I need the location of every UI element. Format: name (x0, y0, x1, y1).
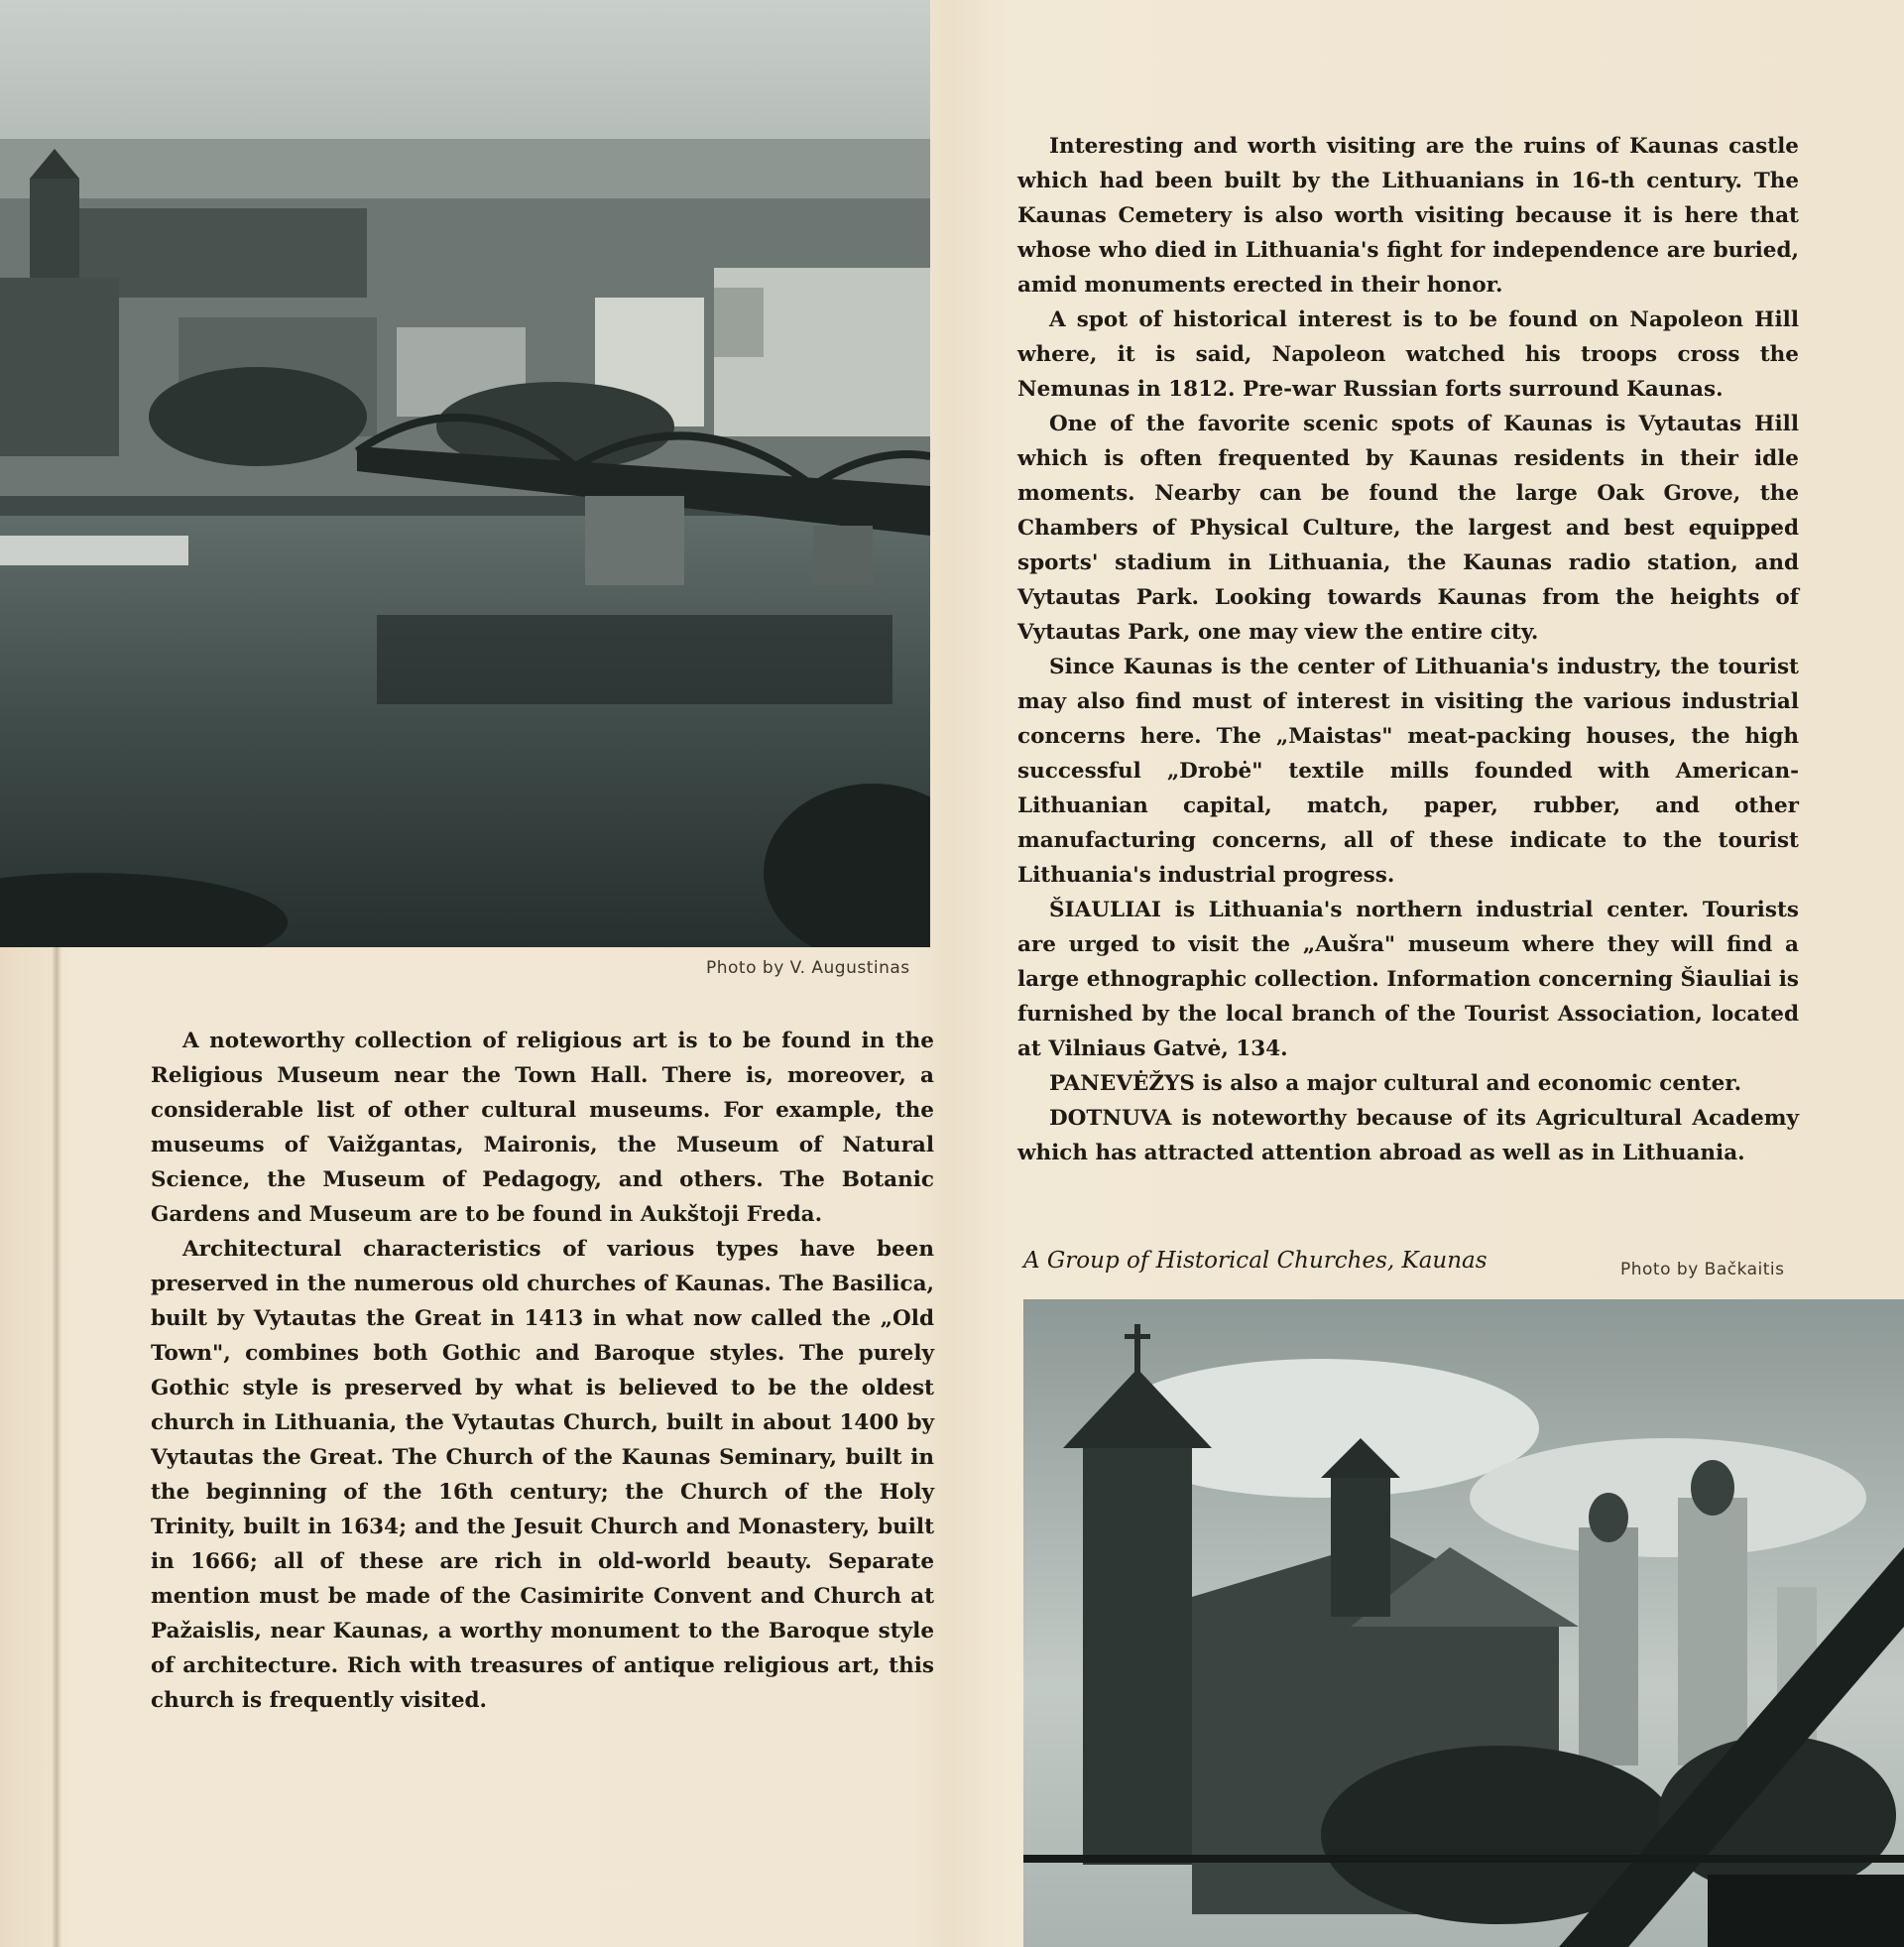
paragraph-siauliai: ŠIAULIAI is Lithuania's northern industrial center. Tourists are urged to visit the „Aušra" museum where they will find a large ethnographic collection. Information concerning Šiauliai is furnished by the local branch of the Tourist Association, located at Vilniaus Gatvė, 134. (1017, 898, 1799, 1061)
historical-churches-photo (1023, 1299, 1904, 1947)
paragraph-museums: A noteworthy collection of religious art is to be found in the Religious Museum near the Town Hall. There is, moreover, a considerable list of other cultural museums. For example, the museums of Vaižgantas, Maironis, the Museum of Natural Science, the Museum of Pedagogy, and others. The Botanic Gardens and Museum are to be found in Aukštoji Freda. (151, 1029, 934, 1227)
kaunas-bridge-photo (0, 0, 930, 947)
right-column (1017, 129, 1799, 1170)
kaunas-bridge-illustration (0, 0, 930, 947)
paragraph-dotnuva: DOTNUVA is noteworthy because of its Agricultural Academy which has attracted attention abroad as well as in Lithuania. (1017, 1106, 1799, 1165)
paragraph-vytautas-hill: One of the favorite scenic spots of Kaunas is Vytautas Hill which is often frequented by Kaunas residents in their idle moments. Nearby can be found the large Oak Grove, the Chambers of Physical Culture, the largest and best equipped sports' stadium in Lithuania, the Kaunas radio station, and Vytautas Park. Looking towards Kaunas from the heights of Vytautas Park, one may view the entire city. (1017, 412, 1799, 645)
paragraph-castle: Interesting and worth visiting are the ruins of Kaunas castle which had been built by the Lithuanians in 16-th century. The Kaunas Cemetery is also worth visiting because it is here that whose who died in Lithuania's fight for independence are buried, amid monuments erected in their honor. (1017, 134, 1799, 298)
photo-credit-augustinas: Photo by V. Augustinas (706, 958, 910, 978)
churches-illustration (1023, 1299, 1904, 1947)
paragraph-panevezys: PANEVĖŽYS is also a major cultural and economic center. (1049, 1071, 1742, 1096)
paragraph-napoleon-hill: A spot of historical interest is to be found on Napoleon Hill where, it is said, Napoleon watched his troops cross the Nemunas in 1812. Pre-war Russian forts surround Kaunas. (1017, 307, 1799, 402)
left-column (151, 1024, 934, 1718)
churches-photo-caption: A Group of Historical Churches, Kaunas (1023, 1248, 1488, 1274)
paragraph-industry: Since Kaunas is the center of Lithuania's industry, the tourist may also find must of interest in visiting the various industrial concerns here. The „Maistas" meat-packing houses, the high successful „Drobė" textile mills founded with American-Lithuanian capital, match, paper, rubber, and other manufacturing concerns, all of these indicate to the tourist Lithuania's industrial progress. (1017, 655, 1799, 888)
photo-credit-backaitis: Photo by Bačkaitis (1620, 1260, 1785, 1279)
paragraph-churches: Architectural characteristics of various types have been preserved in the numerous old churches of Kaunas. The Basilica, built by Vytautas the Great in 1413 in what now called the „Old Town", combines both Gothic and Baroque styles. The purely Gothic style is preserved by what is believed to be the oldest church in Lithuania, the Vytautas Church, built in about 1400 by Vytautas the Great. The Church of the Kaunas Seminary, built in the beginning of the 16th century; the Church of the Holy Trinity, built in 1634; and the Jesuit Church and Monastery, built in 1666; all of these are rich in old-world beauty. Separate mention must be made of the Casimirite Convent and Church at Pažaislis, near Kaunas, a worthy monument to the Baroque style of architecture. Rich with treasures of antique religious art, this church is frequently visited. (151, 1237, 934, 1713)
